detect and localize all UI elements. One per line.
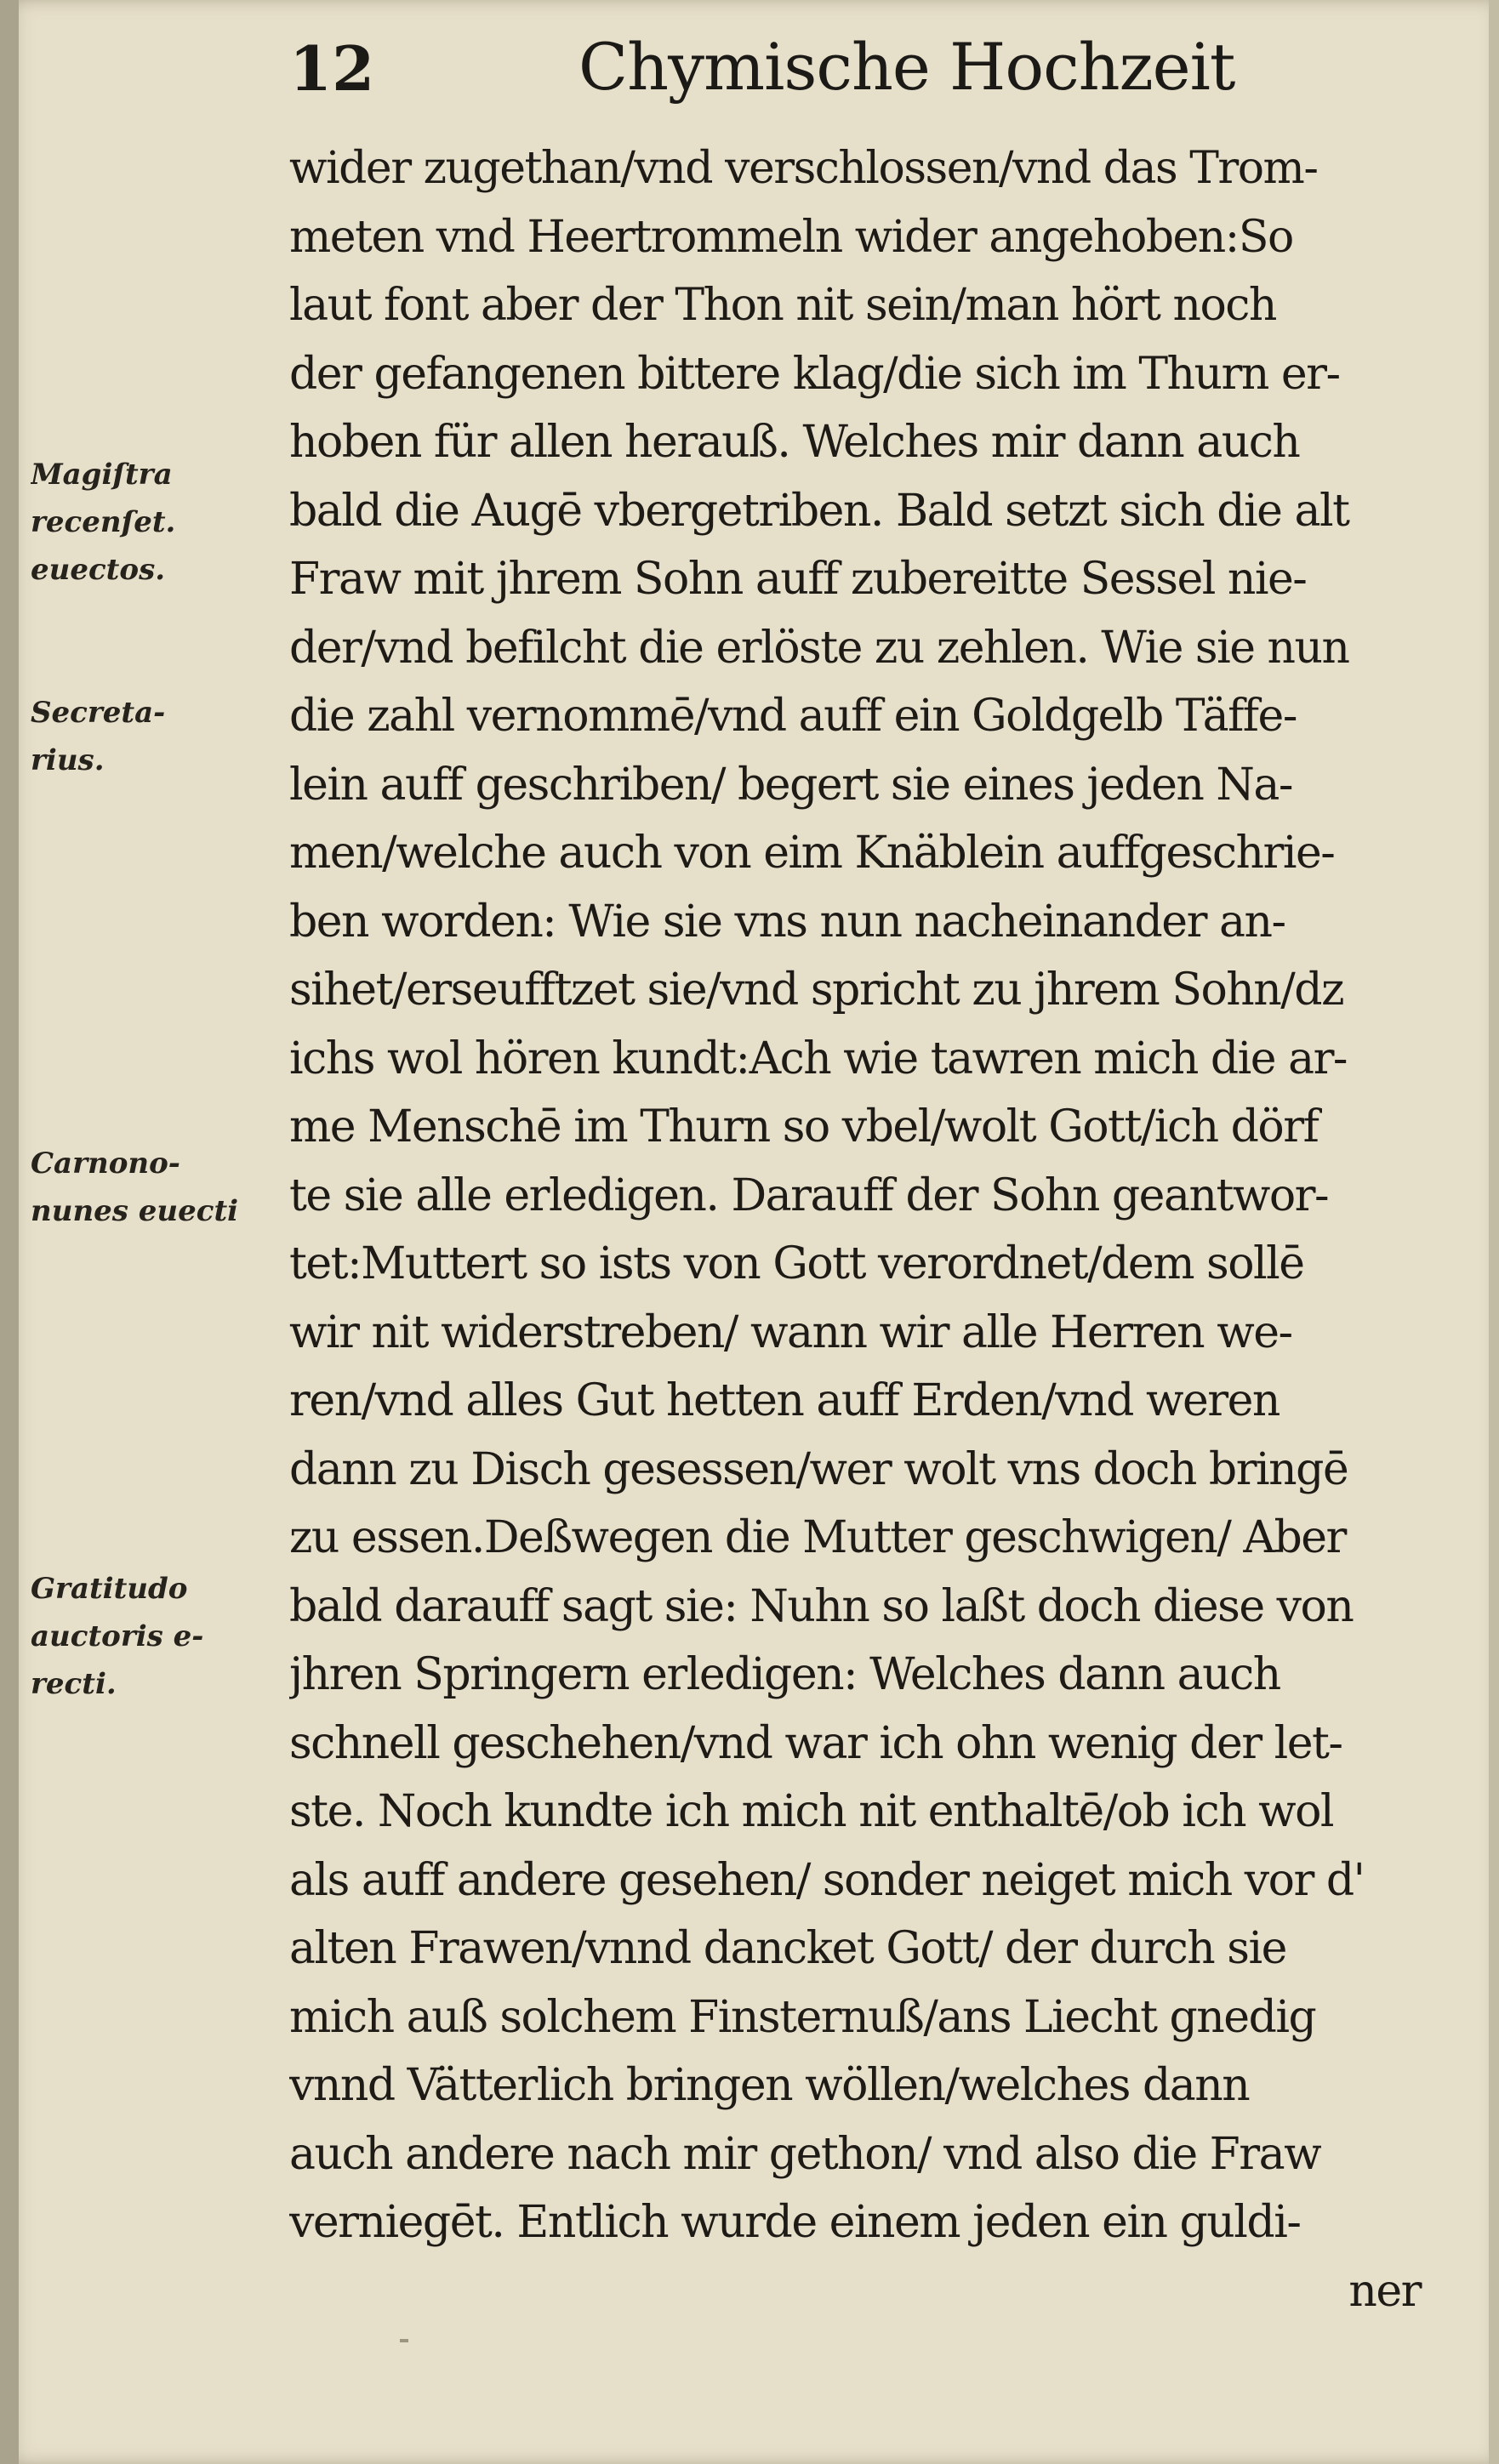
text-line: men/welche auch von eim Knäblein auffgeschrie- <box>289 828 1335 879</box>
text-line: schnell geschehen/vnd war ich ohn wenig der let- <box>289 1717 1342 1769</box>
text-line: me Menschē im Thurn so vbel/wolt Gott/ich dörf <box>289 1101 1319 1152</box>
running-title: Chymische Hochzeit <box>579 29 1235 105</box>
ink-speck <box>400 2339 408 2342</box>
text-line: sihet/erseufftzet sie/vnd spricht zu jhrem Sohn/dz <box>289 965 1343 1016</box>
text-line: laut font aber der Thon nit sein/man hört noch <box>289 280 1276 331</box>
text-line: jhren Springern erledigen: Welches dann auch <box>289 1649 1280 1700</box>
text-line: meten vnd Heertrommeln wider angehoben:So <box>289 211 1293 263</box>
marginal-note <box>31 1565 277 1708</box>
text-line: wider zugethan/vnd verschlossen/vnd das Trom- <box>289 143 1318 194</box>
text-line: Fraw mit jhrem Sohn auff zubereitte Sessel nie- <box>289 554 1307 605</box>
text-line: te sie alle erledigen. Darauff der Sohn geantwor- <box>289 1169 1329 1221</box>
page-number: 12 <box>289 32 375 105</box>
marginal-note <box>31 1140 277 1235</box>
text-line: hoben für allen herauß. Welches mir dann auch <box>289 417 1300 468</box>
text-line: als auff andere gesehen/ sonder neiget mich vor d' <box>289 1854 1365 1906</box>
text-line: die zahl vernommē/vnd auff ein Goldgelb Täffe- <box>289 691 1297 742</box>
text-line: ren/vnd alles Gut hetten auff Erden/vnd weren <box>289 1375 1280 1426</box>
marginal-note-line: euectos. <box>31 553 166 587</box>
marginal-note-line: Gratitudo <box>31 1572 188 1606</box>
marginal-note-line: recenſet. <box>31 505 176 539</box>
text-line: bald die Augē vbergetriben. Bald setzt sich die alt <box>289 485 1349 537</box>
text-line: der gefangenen bittere klag/die sich im Thurn er- <box>289 348 1340 400</box>
page-left-edge <box>0 0 19 2464</box>
text-line: zu essen.Deßwegen die Mutter geschwigen/ Aber <box>289 1512 1346 1563</box>
marginal-note <box>31 689 277 784</box>
marginal-note-line: nunes euecti <box>31 1194 239 1228</box>
marginal-note-line: Secreta- <box>31 696 166 730</box>
text-line: bald darauff sagt sie: Nuhn so laßt doch diese von <box>289 1580 1354 1632</box>
text-line: dann zu Disch gesessen/wer wolt vns doch bringē <box>289 1443 1348 1495</box>
text-line: wir nit widerstreben/ wann wir alle Herren we- <box>289 1306 1292 1358</box>
text-line: verniegēt. Entlich wurde einem jeden ein guldi- <box>289 2197 1301 2248</box>
marginal-note-line: auctoris e- <box>31 1619 204 1653</box>
marginal-note-line: rius. <box>31 743 105 777</box>
text-line: tet:Muttert so ists von Gott verordnet/dem sollē <box>289 1238 1304 1289</box>
marginal-note-line: recti. <box>31 1667 117 1701</box>
text-line: mich auß solchem Finsternuß/ans Liecht gnedig <box>289 1991 1316 2043</box>
page-right-edge <box>1489 0 1499 2464</box>
page-header <box>289 24 1353 126</box>
text-line: der/vnd befilcht die erlöste zu zehlen. Wie sie nun <box>289 622 1349 674</box>
marginal-note-line: Carnono- <box>31 1147 180 1181</box>
catchword: ner <box>1348 2265 1421 2317</box>
body-text <box>289 134 1455 2325</box>
text-line: alten Frawen/vnnd dancket Gott/ der durch sie <box>289 1923 1286 1974</box>
text-line: vnnd Vätterlich bringen wöllen/welches dann <box>289 2060 1250 2111</box>
text-line: ben worden: Wie sie vns nun nacheinander an- <box>289 896 1285 947</box>
text-line: ichs wol hören kundt:Ach wie tawren mich die ar- <box>289 1033 1348 1084</box>
text-line: auch andere nach mir gethon/ vnd also die Fraw <box>289 2128 1321 2180</box>
marginal-note-line: Magiſtra <box>31 458 173 492</box>
text-line: lein auff geschriben/ begert sie eines jeden Na- <box>289 759 1292 811</box>
text-line: ste. Noch kundte ich mich nit enthaltē/ob ich wol <box>289 1786 1334 1837</box>
marginal-note <box>31 451 277 594</box>
